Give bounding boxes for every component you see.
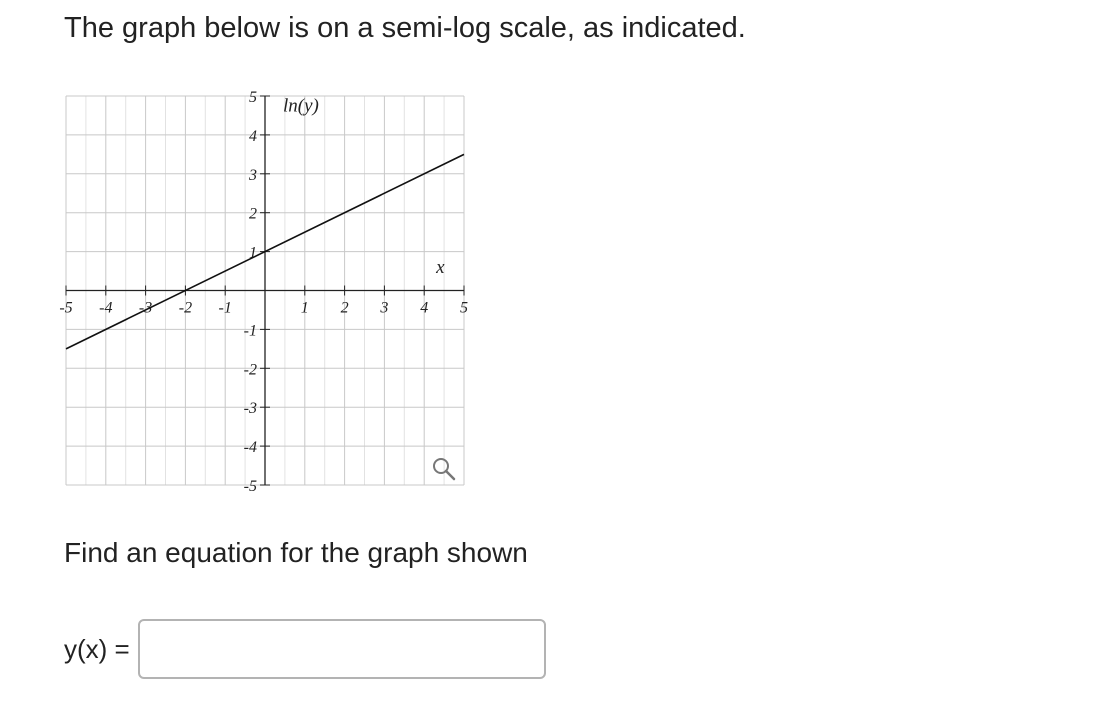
y-tick-label: 3 xyxy=(249,166,257,184)
prompt-text: The graph below is on a semi-log scale, as indicated. xyxy=(64,12,746,44)
x-tick-label: 2 xyxy=(340,299,349,317)
y-tick-label: -2 xyxy=(243,361,257,379)
answer-row xyxy=(64,619,546,679)
y-tick-label: -4 xyxy=(243,439,257,457)
y-tick-label: -1 xyxy=(243,322,257,340)
x-tick-label: -1 xyxy=(218,299,232,317)
answer-label: y(x) = xyxy=(64,633,130,664)
y-axis-label: ln(y) xyxy=(283,95,319,117)
x-tick-label: 3 xyxy=(380,299,389,317)
chart-tick-labels xyxy=(59,89,468,495)
y-tick-label: 4 xyxy=(249,127,257,145)
y-tick-label: 2 xyxy=(249,205,257,223)
x-axis-label: x xyxy=(436,256,445,278)
x-tick-label: 5 xyxy=(460,299,468,317)
x-tick-label: -5 xyxy=(59,299,73,317)
x-tick-label: 1 xyxy=(300,299,309,317)
x-tick-label: -2 xyxy=(178,299,193,317)
x-tick-label: 4 xyxy=(420,299,429,317)
y-tick-label: 1 xyxy=(249,244,257,262)
answer-input[interactable] xyxy=(138,619,546,679)
semi-log-graph xyxy=(58,86,478,496)
question-text: Find an equation for the graph shown xyxy=(64,537,528,568)
x-tick-label: -3 xyxy=(138,299,153,317)
x-tick-label: -4 xyxy=(99,299,113,317)
y-tick-label: -3 xyxy=(243,400,257,418)
y-tick-label: -5 xyxy=(243,478,257,495)
y-tick-label: 5 xyxy=(249,89,257,106)
chart-svg xyxy=(58,86,478,496)
